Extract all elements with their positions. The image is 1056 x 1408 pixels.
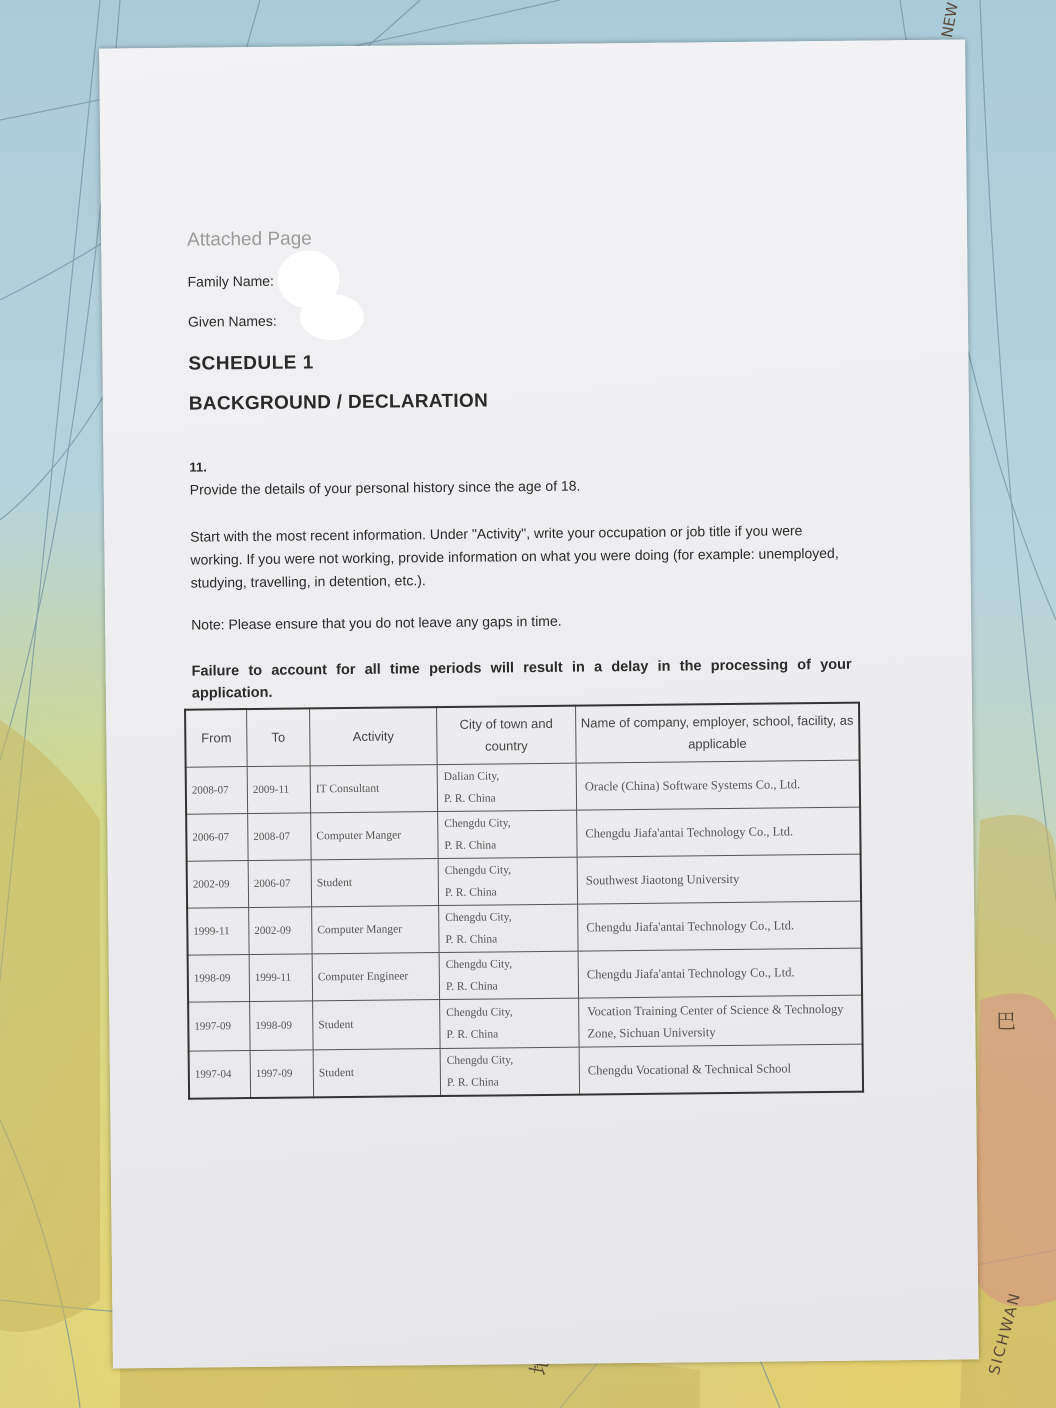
given-names-field	[188, 307, 848, 330]
note-text: Note: Please ensure that you do not leave any gaps in time.	[191, 612, 562, 633]
city-line: Chengdu City,	[445, 911, 512, 924]
cell-city	[437, 763, 576, 811]
family-name-field	[187, 267, 847, 290]
cell-from: 1998-09	[188, 955, 250, 1003]
cell-to: 1997-09	[250, 1050, 313, 1098]
cell-activity: Computer Manger	[311, 812, 438, 860]
document-content	[187, 223, 856, 1100]
cell-organization: Southwest Jiaotong University	[577, 854, 861, 904]
cell-organization: Vocation Training Center of Science & Technology Zone, Sichuan University	[579, 995, 863, 1047]
country-line: P. R. China	[444, 886, 497, 899]
header-organization: Name of company, employer, school, facility, as applicable	[576, 703, 860, 763]
map-label-new: NEW	[938, 1, 962, 40]
city-line: Chengdu City,	[445, 958, 513, 971]
city-line: Chengdu City,	[444, 817, 511, 830]
header-to: To	[247, 708, 311, 766]
cell-activity: Student	[313, 1000, 441, 1050]
cell-from: 1997-04	[189, 1051, 251, 1099]
header-activity: Activity	[310, 707, 438, 766]
schedule-title: SCHEDULE 1	[188, 352, 314, 375]
table-row	[187, 901, 861, 955]
cell-from: 1997-09	[188, 1002, 250, 1052]
header-from: From	[185, 709, 247, 767]
city-line: Chengdu City,	[446, 1006, 513, 1019]
country-line: P. R. China	[445, 980, 498, 993]
cell-organization: Chengdu Jiafa'antai Technology Co., Ltd.	[578, 901, 862, 951]
cell-city	[438, 857, 577, 905]
given-names-redaction	[300, 294, 364, 341]
cell-from: 2008-07	[186, 767, 248, 815]
family-name-label: Family Name:	[187, 272, 274, 290]
table-row	[188, 995, 862, 1051]
country-line: P. R. China	[443, 792, 496, 805]
question-number: 11.	[189, 459, 207, 475]
header-city: City of town and country	[437, 706, 577, 765]
cell-from: 2006-07	[186, 814, 248, 862]
table-header-row	[185, 703, 860, 768]
cell-organization: Chengdu Vocational & Technical School	[579, 1044, 863, 1094]
cell-city	[439, 951, 578, 999]
cell-city	[440, 1047, 579, 1096]
cell-city	[439, 904, 578, 952]
map-label-sichuan: SICHWAN	[985, 1289, 1025, 1377]
city-line: Dalian City,	[443, 770, 500, 784]
cell-organization: Chengdu Jiafa'antai Technology Co., Ltd.	[577, 807, 861, 857]
map-label-ba: 巴	[996, 1009, 1016, 1033]
cell-to: 1999-11	[249, 954, 312, 1002]
cell-activity: IT Consultant	[310, 765, 437, 813]
warning-text: Failure to account for all time periods will result in a delay in the processing of your application.	[191, 656, 852, 702]
attached-page-label: Attached Page	[187, 228, 312, 251]
cell-from: 1999-11	[187, 908, 249, 956]
cell-to: 2009-11	[247, 766, 310, 814]
personal-history-table	[184, 702, 864, 1100]
table-row	[186, 807, 860, 861]
country-line: P. R. China	[444, 839, 497, 852]
section-heading: BACKGROUND / DECLARATION	[188, 390, 489, 415]
table-row	[189, 1044, 863, 1099]
cell-organization: Oracle (China) Software Systems Co., Ltd.	[576, 760, 860, 810]
table-row	[186, 760, 860, 814]
city-line: Chengdu City,	[444, 864, 512, 877]
cell-activity: Student	[313, 1049, 440, 1098]
document-page	[99, 40, 979, 1369]
city-line: Chengdu City,	[446, 1054, 514, 1067]
instructions-text: Start with the most recent information. Under "Activity", write your occupation or job title if you were working. If you were not working, provide information on what you were doing (for example: unemployed, studying, travelling, in detention, etc.).	[190, 522, 839, 591]
cell-from: 2002-09	[187, 861, 249, 909]
cell-organization: Chengdu Jiafa'antai Technology Co., Ltd.	[578, 948, 862, 998]
country-line: P. R. China	[446, 1028, 499, 1041]
cell-to: 2002-09	[249, 907, 312, 955]
cell-to: 2008-07	[248, 813, 311, 861]
country-line: P. R. China	[446, 1076, 499, 1089]
given-names-label: Given Names:	[187, 312, 277, 330]
cell-to: 2006-07	[248, 860, 311, 908]
cell-activity: Student	[311, 859, 438, 907]
cell-city	[438, 810, 577, 858]
table-row	[188, 948, 862, 1002]
table-row	[187, 854, 861, 908]
intro-text: Provide the details of your personal history since the age of 18.	[189, 477, 581, 498]
country-line: P. R. China	[445, 933, 498, 946]
cell-city	[440, 998, 580, 1048]
cell-activity: Computer Manger	[312, 906, 439, 954]
cell-to: 1998-09	[250, 1001, 314, 1051]
cell-activity: Computer Engineer	[312, 953, 439, 1001]
